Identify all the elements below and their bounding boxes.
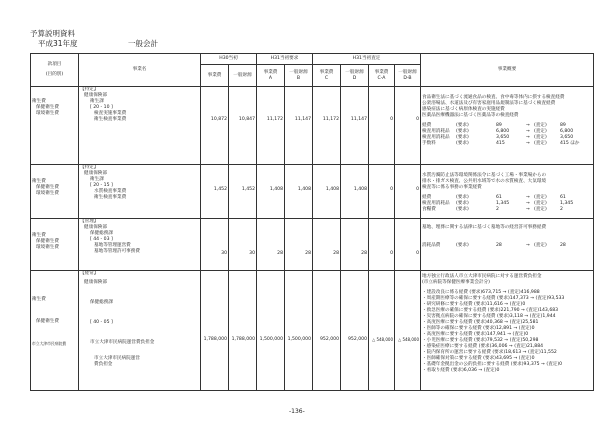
table-row	[31, 165, 594, 219]
diff-jigyouhi: 0	[369, 165, 395, 219]
row-category: 衛生費 保健衛生費 市立大津市民病院費	[31, 271, 79, 391]
col-diff-jigyouhi: 事業費 C-A	[369, 65, 395, 87]
h30-ippanzai: 30	[229, 219, 257, 271]
account-type: 一般会計	[128, 39, 158, 48]
req-jigyouhi: 1,408	[257, 165, 285, 219]
gaiyou-item: 検査用消耗品 (要求) 3,650 → (査定) 3,650	[422, 135, 574, 140]
req-ippanzai: 28	[285, 219, 313, 271]
row-jigyou-name: 【特定】 健康保険部 衛生課 [ 20 - 10 ] 検査実施事業費 衛生検査事業費	[79, 87, 201, 165]
req-jigyouhi: 11,172	[257, 87, 285, 165]
row-jigyou-name: 【経常】 健康保険部 保健総務課 [ 40 - 05 ] 市立大津市民病院運営費負担金 市立大津市民病院運営 費負担金	[79, 271, 201, 391]
dec-jigyouhi: 952,000	[313, 271, 341, 391]
diff-ippanzai: 0	[395, 165, 421, 219]
table-row	[31, 87, 594, 165]
h30-jigyouhi: 10,872	[201, 87, 229, 165]
col-dec-ippanzai: 一般財源 D	[341, 65, 369, 87]
col-diff-ippanzai: 一般財源 D-B	[395, 65, 421, 87]
gaiyou-item: 経費 (要求) 61 → (査定) 61	[422, 195, 566, 200]
dec-jigyouhi: 1,408	[313, 165, 341, 219]
doc-title: 予算説明資料	[30, 29, 75, 38]
row-gaiyou: 食品衛生法に基づく流通食品の検査、食中毒等体内に摂する検査経費 公衆浴場法、水道法及び有害家庭用品規制法等に基づく検査経費 感染症法に基づく病原体検査の実施経費 医薬品医療機器法に基づく医薬品等の検査経費 経費 (要求) 89 → (査定) 89 検査用消耗品 (要求) 6,800 → (査定) 6,800 検査用消耗品 (要求) 3,650 → (査定) 3,650 手数料 (要求) 415 → (査定) 415 ほか	[421, 87, 594, 165]
gaiyou-item: 食糧費 (要求) 2 → (査定) 2	[422, 207, 563, 212]
dec-ippanzai: 11,147	[341, 87, 369, 165]
diff-ippanzai: △ 548,000	[395, 271, 421, 391]
gaiyou-item: 検査用消耗品 (要求) 6,800 → (査定) 6,800	[422, 129, 574, 134]
req-ippanzai: 1,408	[285, 165, 313, 219]
col-jigyou-mei: 事業名	[79, 54, 201, 87]
budget-table	[30, 53, 594, 391]
row-jigyou-name: 【管理】 健康保険部 保健総務課 [ 44 - 03 ] 墓地等管理運営費 墓地等管理許可事務費	[79, 219, 201, 271]
gaiyou-bullet: ・災害拠点病院の確保に要する経費 (要求)3,118 → (査定)1,944	[422, 314, 556, 319]
gaiyou-bullet: ・基礎年金拠出金の公的負担に要する経費 (要求)93,375 → (査定)0	[422, 362, 563, 367]
gaiyou-item: 手数料 (要求) 415 → (査定) 415 ほか	[422, 141, 580, 146]
dec-ippanzai: 28	[341, 219, 369, 271]
req-ippanzai: 11,147	[285, 87, 313, 165]
gaiyou-bullet: ・感染症医療に要する経費 (要求)36,006 → (査定)21,884	[422, 344, 544, 349]
page-number: -136-	[289, 408, 305, 415]
h30-jigyouhi: 30	[201, 219, 229, 271]
gaiyou-item: 検査用消耗品 (要求) 1,345 → (査定) 1,345	[422, 201, 574, 206]
table-row	[31, 271, 594, 391]
row-category: 衛生費 保健衛生費 環境衛生費	[31, 87, 79, 165]
gaiyou-bullet: ・小児医療に要する経費 (要求)79,532 → (査定)50,298	[422, 338, 539, 343]
req-jigyouhi: 28	[257, 219, 285, 271]
gaiyou-bullet: ・救急医療の確保に要する経費 (要求)221,790 → (査定)143,683	[422, 308, 559, 313]
gaiyou-item: 消耗品費 (要求) 28 → (査定) 28	[422, 243, 566, 248]
h30-ippanzai: 1,452	[229, 165, 257, 219]
fiscal-year: 平成31年度	[38, 39, 78, 48]
gaiyou-item: 経費 (要求) 89 → (査定) 89	[422, 123, 566, 128]
diff-jigyouhi: △ 548,000	[369, 271, 395, 391]
col-h31-req: H31当初要求	[257, 54, 313, 65]
gaiyou-bullet: ・看取り経費 (要求)6,036 → (査定)0	[422, 368, 500, 373]
row-category: 衛生費 保健衛生費 環境衛生費	[31, 219, 79, 271]
col-kan: 款項目 (目的別)	[31, 54, 79, 87]
col-req-jigyouhi: 事業費 A	[257, 65, 285, 87]
gaiyou-bullet: ・医師等の確保に要する経費 (要求)12,891 → (査定)0	[422, 326, 535, 331]
diff-jigyouhi: 0	[369, 219, 395, 271]
h30-jigyouhi: 1,452	[201, 165, 229, 219]
row-gaiyou: 地方独立行政法人市立大津市民病院に対する運営費負担金 (市立病院等保健医療事業会計分) ・建設改良に係る経費 (要求)673,715 → (査定)416,988 ・周産期医療等の確保に要する経費 (要求)147,373 → (査定)93,533 ・研究研修に要する経費 (要求)11,616 → (査定)0 ・救急医療の確保に要する経費 (要求)221,790 → (査定)143,683 ・災害拠点病院の確保に要する経費 (要求)3,118 → (査定)1,944 ・高度医療に要する経費 (要求)40,368 → (査定)25,581 ・医師等の確保に要する経費 (要求)12,891 → (査定)0 ・高度医療に要する経費 (要求)147,941 → (査定)0 ・小児医療に要する経費 (要求)79,532 → (査定)50,298 ・感染症医療に要する経費 (要求)36,006 → (査定)21,884 ・院内保育所の運営に要する経費 (要求)18,613 → (査定)11,552 ・医師確保対策に要する経費 (要求)43,695 → (査定)0 ・基礎年金拠出金の公的負担に要する経費 (要求)93,375 → (査定)0 ・看取り経費 (要求)6,036 → (査定)0	[421, 271, 594, 391]
col-h30: H30当初	[201, 54, 257, 65]
row-category: 衛生費 保健衛生費 環境衛生費	[31, 165, 79, 219]
h30-ippanzai: 10,847	[229, 87, 257, 165]
diff-ippanzai: 0	[395, 87, 421, 165]
diff-ippanzai: 0	[395, 219, 421, 271]
dec-ippanzai: 1,408	[341, 165, 369, 219]
col-h31-dec: H31当初査定	[313, 54, 421, 65]
dec-jigyouhi: 28	[313, 219, 341, 271]
dec-jigyouhi: 11,172	[313, 87, 341, 165]
col-req-ippanzai: 一般財源 B	[285, 65, 313, 87]
col-h30-ippanzai: 一般財源	[229, 65, 257, 87]
col-gaiyou: 事業概要	[421, 54, 594, 87]
gaiyou-bullet: ・建設改良に係る経費 (要求)673,715 → (査定)416,988	[422, 290, 540, 295]
row-gaiyou: 水質汚濁防止法等環境関係法令に基づく工場・事業場からの 排水・排ガス検査、公共用水域等で水の水質検査、大気環境 検査等に係る事務の事業経費 経費 (要求) 61 → (査定) 61 検査用消耗品 (要求) 1,345 → (査定) 1,345 食糧費 (要求) 2 → (査定) 2	[421, 165, 594, 219]
gaiyou-bullet: ・高度医療に要する経費 (要求)40,368 → (査定)25,581	[422, 320, 539, 325]
row-gaiyou: 墓地、埋葬に関する法律に基づく墓地等の経営許可事務経費 消耗品費 (要求) 28 → (査定) 28	[421, 219, 594, 271]
req-ippanzai: 1,500,000	[285, 271, 313, 391]
gaiyou-bullet: ・研究研修に要する経費 (要求)11,616 → (査定)0	[422, 302, 526, 307]
h30-jigyouhi: 1,788,000	[201, 271, 229, 391]
table-row	[31, 219, 594, 271]
gaiyou-bullet: ・高度医療に要する経費 (要求)147,941 → (査定)0	[422, 332, 529, 337]
col-dec-jigyouhi: 事業費 C	[313, 65, 341, 87]
req-jigyouhi: 1,500,000	[257, 271, 285, 391]
col-h30-jigyouhi: 事業費	[201, 65, 229, 87]
gaiyou-bullet: ・医師確保対策に要する経費 (要求)43,695 → (査定)0	[422, 356, 535, 361]
row-jigyou-name: 【特定】 健康保険部 衛生課 [ 20 - 15 ] 水質検査事業費 衛生検査事業費	[79, 165, 201, 219]
gaiyou-bullet: ・院内保育所の運営に要する経費 (要求)18,613 → (査定)11,552	[422, 350, 557, 355]
h30-ippanzai: 1,788,000	[229, 271, 257, 391]
dec-ippanzai: 952,000	[341, 271, 369, 391]
diff-jigyouhi: 0	[369, 87, 395, 165]
gaiyou-bullet: ・周産期医療等の確保に要する経費 (要求)147,373 → (査定)93,533	[422, 296, 565, 301]
